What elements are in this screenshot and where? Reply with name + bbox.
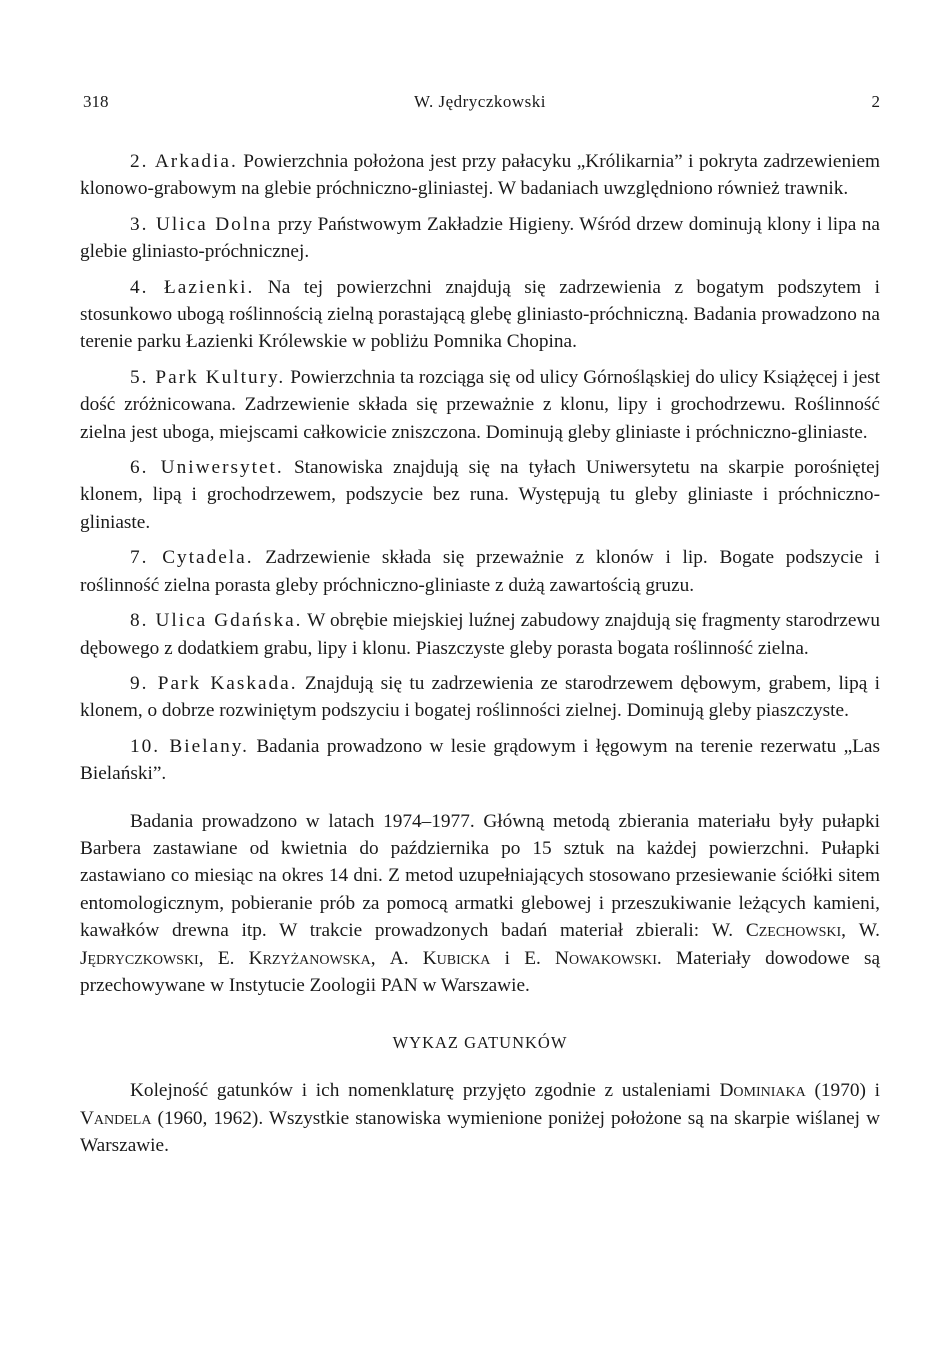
page-number: 318	[83, 92, 109, 111]
site-description	[80, 670, 880, 725]
collector-name: E. Nowakowski	[524, 947, 657, 969]
header-right-mark: 2	[871, 92, 880, 111]
site-text: przy Państwowym Zakładzie Higieny. Wśród drzew dominują klony i lipa na glebie gliniasto-próchnicznej.	[80, 213, 880, 263]
separator: i	[490, 947, 525, 969]
site-text: Znajdują się tu zadrzewienia ze starodrzewem dębowym, grabem, lipą i klonem, o dobrze rozwiniętym podszyciu i bogatej roślinności zielnej. Dominują gleby piaszczyste.	[80, 672, 880, 722]
page	[80, 92, 880, 1160]
site-description	[80, 607, 880, 662]
site-label: 9. Park Kaskada.	[130, 672, 298, 694]
collector-name: W. Czechowski	[711, 920, 842, 942]
site-text: Stanowiska znajdują się na tyłach Uniwersytetu na skarpie porośniętej klonem, lipą i grochodrzewem, podszycie bez runa. Występują tu gleby gliniaste i próchniczno-gliniaste.	[80, 457, 880, 533]
methods-paragraph	[80, 808, 880, 1000]
cited-author: Dominiaka	[719, 1080, 806, 1102]
site-text: Badania prowadzono w lesie grądowym i łęgowym na terenie rezerwatu „Las Bielański”.	[80, 735, 880, 785]
cited-author: Vandela	[80, 1107, 152, 1129]
collector-name: E. Krzyżanowska	[217, 947, 371, 969]
collector-name: A. Kubicka	[389, 947, 491, 969]
site-text: Powierzchnia położona jest przy pałacyku „Królikarnia” i pokryta zadrzewieniem klonowo-grabowym na glebie próchniczno-gliniastej. W badaniach uwzględniono również trawnik.	[80, 151, 881, 200]
site-label: 2. Arkadia.	[130, 151, 238, 172]
site-label: 6. Uniwersytet.	[130, 457, 284, 479]
site-description	[80, 274, 880, 356]
site-description	[80, 211, 880, 266]
collector-name: W. Jędryczkowski	[80, 920, 880, 969]
methods-text: Badania prowadzono w latach 1974–1977. Główną metodą zbierania materiału były pułapki Barbera zastawiane od kwietnia do października po 15 sztuk na każdej powierzchni. Pułapki zastawiano co miesiąc na okres 14 dni. Z metod uzupełniających stosowano przesiewanie ściółki sitem entomologicznym, pobieranie prób za pomocą armatki glebowej i przeszukiwanie leżących kamieni, kawałków drewna itp. W trakcie prowadzonych badań materiał zbierali:	[80, 810, 880, 942]
intro-text: Kolejność gatunków i ich nomenklaturę przyjęto zgodnie z ustaleniami	[130, 1080, 720, 1102]
site-label: 4. Łazienki.	[130, 276, 255, 298]
intro-text: (1970) i	[805, 1080, 880, 1102]
site-text: Na tej powierzchni znajdują się zadrzewienia z bogatym podszytem i stosunkowo ubogą roślinnością zielną porastającą glebę gliniasto-próchniczną. Badania prowadzono na terenie parku Łazienki Królewskie w pobliżu Pomnika Chopina.	[80, 276, 880, 353]
site-description	[80, 148, 880, 203]
separator: ,	[198, 947, 218, 969]
site-label: 8. Ulica Gdańska.	[130, 610, 303, 632]
site-description	[80, 544, 880, 599]
site-description	[80, 364, 880, 446]
species-intro-paragraph	[80, 1077, 880, 1159]
site-text: W obrębie miejskiej luźnej zabudowy znajdują się fragmenty starodrzewu dębowego z dodatkiem grabu, lipy i klonu. Piaszczyste gleby porasta bogata roślinność zielna.	[80, 610, 880, 659]
separator: ,	[370, 947, 390, 969]
site-label: 10. Bielany.	[130, 735, 249, 757]
methods-text: . Materiały dowodowe są przechowywane w Instytucie Zoologii PAN w Warszawie.	[80, 947, 881, 996]
site-description	[80, 454, 880, 536]
site-text: Powierzchnia ta rozciąga się od ulicy Górnośląskiej do ulicy Książęcej i jest dość zróżnicowana. Zadrzewienie składa się przeważnie z klonu, lipy i grochodrzewu. Roślinność zielna jest uboga, miejscami całkowicie zniszczona. Dominują gleby gliniaste i próchniczno-gliniaste.	[80, 366, 880, 443]
site-label: 7. Cytadela.	[130, 547, 254, 569]
running-author: W. Jędryczkowski	[413, 92, 546, 111]
site-label: 5. Park Kultury.	[130, 366, 286, 388]
running-header	[80, 92, 880, 122]
article-body	[80, 148, 880, 1160]
site-description	[80, 733, 880, 788]
section-heading: WYKAZ GATUNKÓW	[392, 1033, 568, 1053]
intro-text: (1960, 1962). Wszystkie stanowiska wymienione poniżej położone są na skarpie wiślanej w Warszawie.	[80, 1107, 880, 1157]
separator: ,	[841, 920, 859, 942]
site-text: Zadrzewienie składa się przeważnie z klonów i lip. Bogate podszycie i roślinność zielna porasta gleby próchniczno-gliniaste z dużą zawartością gruzu.	[80, 547, 880, 596]
site-label: 3. Ulica Dolna	[130, 213, 273, 235]
